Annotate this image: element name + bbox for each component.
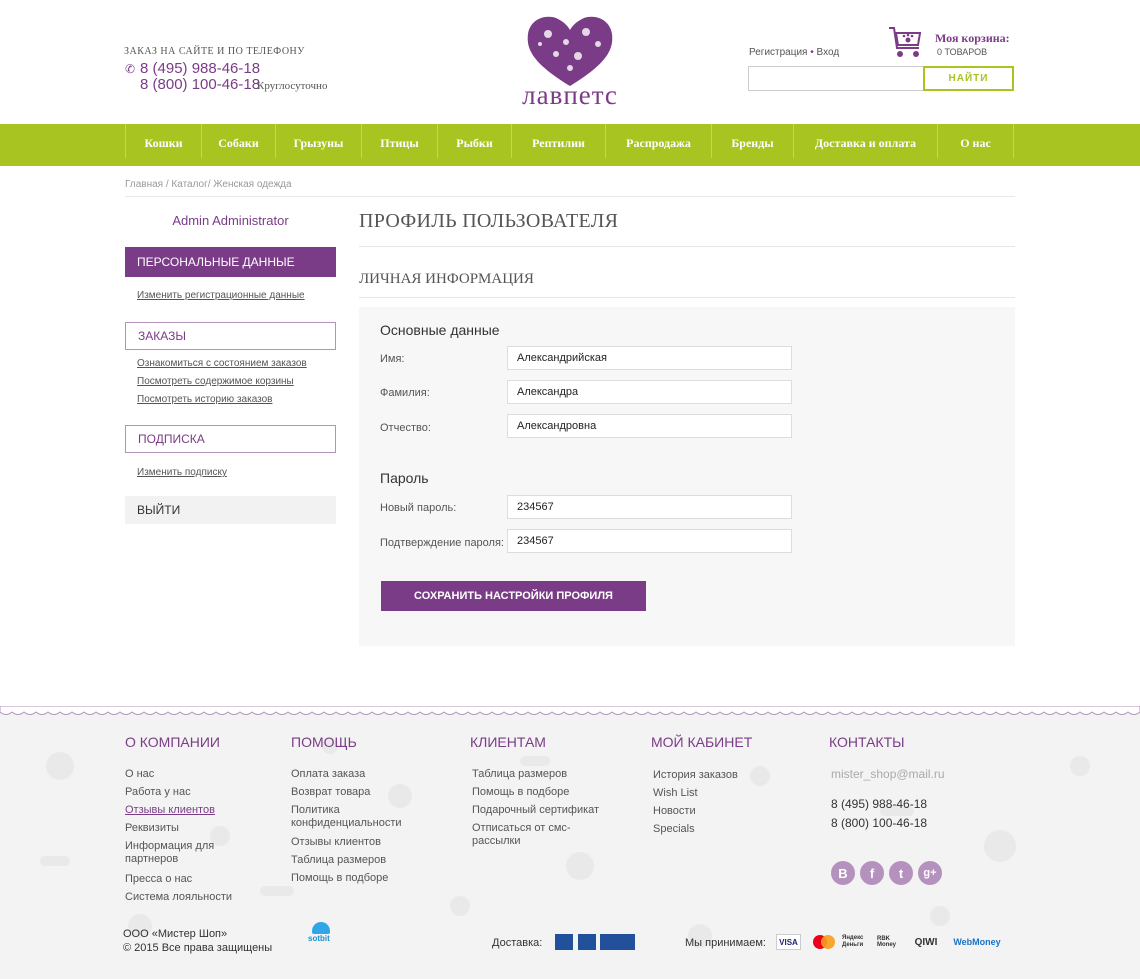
copyright: © 2015 Все права защищены [123, 942, 273, 954]
nav-item-about[interactable]: О нас [937, 124, 1014, 162]
footer-link-press[interactable]: Пресса о нас [125, 873, 193, 885]
payment-label: Мы принимаем: [685, 937, 766, 949]
google-plus-icon[interactable]: g+ [918, 861, 942, 885]
footer-link-privacy[interactable]: Политика конфиденциальности [291, 804, 402, 829]
footer-link-client-reviews[interactable]: Отзывы клиентов [291, 836, 381, 848]
footer-clients-title: КЛИЕНТАМ [470, 734, 546, 750]
vk-icon[interactable]: В [831, 861, 855, 885]
phone-note: Круглосуточно [257, 80, 328, 92]
sidebar-orders[interactable]: ЗАКАЗЫ [125, 322, 336, 350]
footer-link-news[interactable]: Новости [653, 805, 696, 817]
footer-link-gift-card[interactable]: Подарочный сертификат [472, 804, 600, 816]
nav-item-sale[interactable]: Распродажа [605, 124, 711, 162]
nav-item-rodents[interactable]: Грызуны [275, 124, 361, 162]
footer-link-wishlist[interactable]: Wish List [653, 787, 698, 799]
divider [359, 297, 1015, 298]
sotbit-logo-icon [312, 922, 330, 934]
footer-link-partners[interactable]: Информация для партнеров [125, 840, 215, 865]
divider [359, 246, 1015, 247]
nav-item-dogs[interactable]: Собаки [201, 124, 275, 162]
footer [0, 706, 1140, 979]
qiwi-icon: QIWI [914, 936, 938, 948]
sidebar-subscription[interactable]: ПОДПИСКА [125, 425, 336, 453]
footer-link-specials[interactable]: Specials [653, 823, 695, 835]
nav-wave-divider [0, 158, 1140, 167]
new-password-field[interactable] [507, 495, 792, 519]
footer-link-help-choose[interactable]: Помощь в подборе [472, 786, 570, 798]
sidebar-link-cart-contents[interactable]: Посмотреть содержимое корзины [137, 376, 294, 387]
sidebar-link-edit-registration[interactable]: Изменить регистрационные данные [137, 290, 305, 301]
footer-link-about[interactable]: О нас [125, 768, 155, 780]
first-name-field[interactable] [507, 346, 792, 370]
footer-link-reviews[interactable]: Отзывы клиентов [125, 804, 215, 816]
footer-link-careers[interactable]: Работа у нас [125, 786, 191, 798]
nav-item-delivery[interactable]: Доставка и оплата [793, 124, 937, 162]
footer-cabinet-title: МОЙ КАБИНЕТ [651, 734, 753, 750]
breadcrumb[interactable]: Главная / Каталог/ Женская одежда [125, 179, 292, 190]
nav-item-cats[interactable]: Кошки [125, 124, 201, 162]
footer-contacts-title: КОНТАКТЫ [829, 734, 905, 750]
divider [125, 196, 1015, 197]
save-profile-button[interactable]: СОХРАНИТЬ НАСТРОЙКИ ПРОФИЛЯ [381, 581, 646, 611]
last-name-label: Фамилия: [380, 387, 430, 399]
delivery-logo-icon [555, 934, 573, 950]
footer-email[interactable]: mister_shop@mail.ru [831, 767, 945, 781]
sidebar-link-order-status[interactable]: Ознакомиться с состоянием заказов [137, 358, 307, 369]
footer-link-returns[interactable]: Возврат товара [291, 786, 371, 798]
cart-count: 0 ТОВАРОВ [937, 47, 988, 57]
facebook-icon[interactable]: f [860, 861, 884, 885]
footer-wave-divider [0, 706, 1140, 718]
footer-link-payment[interactable]: Оплата заказа [291, 768, 366, 780]
footer-company-title: О КОМПАНИИ [125, 734, 220, 750]
yandex-money-icon: Яндекс Деньги [842, 935, 864, 948]
nav-list [125, 124, 1014, 162]
search-input[interactable] [748, 66, 924, 91]
webmoney-icon: WebMoney [953, 937, 1001, 947]
delivery-logo-icon [578, 934, 596, 950]
nav-item-brands[interactable]: Бренды [711, 124, 793, 162]
footer-link-unsubscribe-sms[interactable]: Отписаться от смс-рассылки [472, 822, 571, 847]
middle-name-label: Отчество: [380, 422, 431, 434]
company-name: ООО «Мистер Шоп» [123, 928, 228, 940]
sidebar-link-order-history[interactable]: Посмотреть историю заказов [137, 394, 273, 405]
register-link[interactable]: Регистрация [749, 47, 808, 58]
visa-icon: VISA [776, 934, 801, 950]
footer-link-selection-help[interactable]: Помощь в подборе [291, 872, 389, 884]
header-phone-2[interactable]: 8 (800) 100-46-18 [140, 76, 261, 93]
user-name: Admin Administrator [172, 213, 289, 228]
logo-text[interactable]: лавпетс [522, 80, 618, 110]
sidebar-link-edit-subscription[interactable]: Изменить подписку [137, 467, 227, 478]
delivery-label: Доставка: [492, 937, 543, 949]
footer-link-size-table[interactable]: Таблица размеров [291, 854, 387, 866]
phone-icon: ✆ [125, 62, 136, 76]
new-password-label: Новый пароль: [380, 502, 457, 514]
sidebar-personal-data[interactable]: ПЕРСОНАЛЬНЫЕ ДАННЫЕ [125, 247, 336, 277]
nav-item-birds[interactable]: Птицы [361, 124, 437, 162]
nav-item-fish[interactable]: Рыбки [437, 124, 511, 162]
footer-link-requisites[interactable]: Реквизиты [125, 822, 179, 834]
page-title: ПРОФИЛЬ ПОЛЬЗОВАТЕЛЯ [359, 210, 619, 232]
search-button[interactable]: НАЙТИ [923, 66, 1014, 91]
footer-link-loyalty[interactable]: Система лояльности [125, 891, 232, 903]
section-title: ЛИЧНАЯ ИНФОРМАЦИЯ [359, 271, 534, 287]
mastercard-icon [811, 934, 837, 950]
footer-phone-2[interactable]: 8 (800) 100-46-18 [831, 816, 928, 830]
confirm-password-field[interactable] [507, 529, 792, 553]
basic-data-title: Основные данные [380, 322, 500, 338]
delivery-logo-icon [617, 934, 635, 950]
delivery-logo-icon [600, 934, 618, 950]
header-phone-1[interactable]: 8 (495) 988-46-18 [140, 60, 261, 77]
auth-separator: • [810, 47, 814, 58]
last-name-field[interactable] [507, 380, 792, 404]
twitter-icon[interactable]: t [889, 861, 913, 885]
footer-link-order-history[interactable]: История заказов [653, 769, 738, 781]
sidebar-logout[interactable]: ВЫЙТИ [125, 496, 336, 524]
auth-links [749, 47, 839, 58]
password-title: Пароль [380, 470, 429, 486]
order-caption: ЗАКАЗ НА САЙТЕ И ПО ТЕЛЕФОНУ [124, 46, 305, 57]
cart-title[interactable]: Моя корзина: [935, 31, 1010, 45]
first-name-label: Имя: [380, 353, 405, 365]
sotbit-logo[interactable]: sotbit [308, 934, 330, 943]
middle-name-field[interactable] [507, 414, 792, 438]
footer-help-title: ПОМОЩЬ [291, 734, 357, 750]
cart-icon[interactable] [887, 24, 923, 60]
confirm-password-label: Подтверждение пароля: [380, 537, 504, 549]
header [0, 0, 1140, 124]
footer-phone-1[interactable]: 8 (495) 988-46-18 [831, 797, 928, 811]
login-link[interactable]: Вход [816, 47, 840, 58]
footer-link-sizes[interactable]: Таблица размеров [472, 768, 568, 780]
rbk-money-icon: RBK Money [877, 936, 897, 948]
nav-item-reptiles[interactable]: Рептилии [511, 124, 605, 162]
